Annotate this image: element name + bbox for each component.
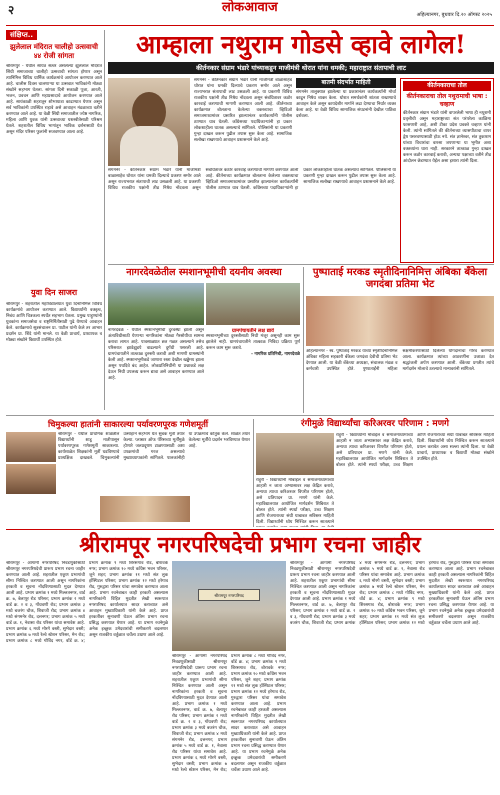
nagarparishad-sign: श्रीरामपूर नगरपरिषद [198, 589, 260, 601]
nagarparishad-photo [172, 561, 286, 651]
bottom-text-right: श्रीरामपूर - आगामी नगरपरिषद निवडणुकीसाठी श्रीरामपूर नगरपरिषदेची प्रारूप प्रभाग रचना जाहीर करण्यात आली आहे. शहरातील एकूण प्रभागांची सीमा निश्चित करण्यात आली असून नागरिकांना हरकती व सूचना नोंदविण्यासाठी मुदत देण्यात आली आहे. प्रभाग क्रमांक १ मध्ये मिल्लतनगर, वार्ड क्र. ७, बेलापूर रोड परिसर; प्रभाग क्रमांक २ मध्ये वार्ड क्र. २ व ३, गोंधवणी रोड; प्रभाग क्रमांक ३ मध्ये बजरंग चौक, शिवाजी रोड; प्रभाग क्रमांक ४ मध्ये संगमनेर रोड, दत्तनगर; प्रभाग क्रमांक ५ मध्ये वार्ड क्र. १, नेवासा रोड परिसर यांचा समावेश आहे. प्रभाग क्रमांक ६ मध्ये मोरगे वस्ती, सुभेदार वस्ती; प्रभाग क्रमांक ७ मध्ये रेल्वे स्टेशन परिसर, मेन रोड; प्रभाग क्रमांक ८ मध्ये गोविंद नगर, वॉर्ड क्र. ४; प्रभाग क्रमांक ९ मध्ये शिरसगाव रोड, बोरावके नगर; प्रभाग क्रमांक १० मध्ये काँग्रेस भवन परिसर, जुने शहर; प्रभाग क्रमांक ११ मध्ये संत लुक हॉस्पिटल परिसर; प्रभाग क्रमांक १२ मध्ये हरेगाव रोड, गुरुद्वारा परिसर यांचा समावेश करण्यात आला आहे. प्रभाग रचनेबाबत काही हरकती असल्यास नागरिकांनी विहित मुदतीत लेखी स्वरूपात नगरपरिषद कार्यालयात सादर कराव्यात असे आवाहन मुख्याधिकारी यांनी केले आहे. प्राप्त हरकतींवर सुनावणी घेऊन अंतिम प्रभाग रचना प्रसिद्ध करण्यात येणार आहे. या प्रभाग रचनेमुळे अनेक इच्छुक उमेदवारांची समीकरणे बदलणार असून राजकीय वर्तुळात चर्चेला उधाण आले आहे. [290, 561, 494, 626]
story5-text: राहुरी - विद्यार्थ्यांनी मोबाईल व समाजमाध्यमांच्या आहारी न जाता अभ्यासावर लक्ष केंद्रित करावे, अन्यथा त्याचा करिअरवर विपरीत परिणाम होतो, असे प्रतिपादन प्रा. मणगे यांनी केले. महाविद्यालयात आयोजित मार्गदर्शन शिबिरात ते बोलत होते. त्यांनी स्पर्धा परीक्षा, उच्च शिक्षण आणि रोजगाराच्या संधी याबाबत सविस्तर माहिती दिली. विद्यार्थ्यांनी ध्येय निश्चित करून सातत्याने प्रयत्न करावेत असा सल्ला त्यांनी दिला. या वेळी प्राचार्य, प्राध्यापक व विद्यार्थी मोठ्या संख्येने उपस्थित होते. [336, 433, 494, 468]
story2-text: नागरदेवळे - येथील स्मशानभूमीची दुरवस्था झाली असून अंत्यविधीसाठी येणाऱ्या नागरिकांना मोठ्या गैरसोयीचा सामना करावा लागत आहे. पावसाळ्यात छत गळत असल्याने तसेच परिसरात झाडेझुडपे वाढल्याने दुर्गंधी पसरली आहे. ग्रामपंचायतीने तात्काळ दुरुस्ती करावी अशी मागणी ग्रामस्थांनी केली आहे. स्मशानभूमीकडे जाणारा रस्ता देखील खड्डेमय झाला असून पथदिवे बंद आहेत. लोकप्रतिनिधींनी या प्रश्नाकडे लक्ष देऊन निधी उपलब्ध करून द्यावा असे आवाहन करण्यात आले आहे. [108, 328, 204, 381]
ganesh-photo-3 [100, 496, 190, 522]
dateline: अहिल्यानगर, बुधवार दि.२० ऑगस्ट २०२५ [416, 12, 492, 18]
kirtankar-photo [108, 78, 190, 166]
sankshipt-text-1: श्रीरामपुर - येथील सायंत्र सत्वर असलेल्या झुलेलाल मंदिरात सिंधी समाजाच्या चालीहो उत्सवाची सांगता होणार असून त्यानिमित्त विविध धार्मिक कार्यक्रमांचे आयोजन करण्यात आले आहे. चालीस दिवस चालणाऱ्या या उत्सवात भाविकांनी मोठ्या संख्येने सहभाग घेतला. सांगता दिनी सकाळी पूजा, आरती, भजन, प्रवचन आणि महाप्रसादाचे आयोजन करण्यात आले आहे. सायंकाळी शहरातून शोभायात्रा काढण्यात येणार असून सर्व भाविकांनी उपस्थित राहावे असे आवाहन मंडळाच्या वतीने करण्यात आले आहे. या वेळी सिंधी समाजातील ज्येष्ठ नागरिक, महिला आणि युवक यांनी उत्सवाच्या यशस्वीतेसाठी परिश्रम घेतले. शहरातील विविध भागांतून भाविक दर्शनासाठी येत असून मंदिर परिसर फुलांनी सजवण्यात आला आहे. [6, 64, 102, 135]
info-box-title: बातमी संदर्भात माहिती [296, 78, 396, 88]
page-header [6, 0, 494, 26]
sankshipt-text-2: श्रीरामपुर - शहरातील महाविद्यालयात युवा दिनानिमित्त विविध कार्यक्रमांचे आयोजन करण्यात आले. विद्यार्थ्यांनी वक्तृत्व, निबंध आणि चित्रकला स्पर्धेत सहभाग घेतला. प्रमुख पाहुण्यांनी युवकांना समाजसेवा व राष्ट्रनिर्मितीसाठी पुढे येण्याचे आवाहन केले. कार्यक्रमाचे सूत्रसंचालन प्रा. पाटील यांनी केले तर आभार प्रदर्शन प्रा. शिंदे यांनी मानले. या वेळी प्राचार्य, प्राध्यापक व मोठ्या संख्येने विद्यार्थी उपस्थित होते. [6, 302, 102, 343]
story3-headline: पुष्पाताई मरकड स्मृतीदिनानिमित्त अंबिका बँकेला जगदंबा प्रतिमा भेट [312, 267, 488, 290]
section-divider [6, 529, 494, 530]
column-divider [104, 30, 105, 410]
masthead: लोकआवाज [222, 0, 278, 15]
lead-subhead: कीर्तनकार संग्राम भंडारे यांच्याकडून माजीमंत्री थोरात यांना धमकी; महाराष्ट्रात संतापाची लाट [108, 62, 494, 74]
kirtan-sidebar-label: कीर्तनकाराचा तोल [403, 81, 491, 91]
sankshipt-label: संक्षिप्त.. [6, 30, 37, 40]
section-divider [108, 264, 494, 265]
story5-headline: रंगीमुळे विद्यार्थ्यांचा करिअरवर परिणाम : मणगे [300, 419, 450, 429]
sankshipt-headline-2: युवा दिन साजरा [30, 288, 78, 297]
column-divider [253, 419, 254, 527]
story2-headline: नागरदेवळेतील स्मशानभूमीची दयनीय अवस्था [126, 267, 282, 278]
story4-text: श्रीरामपुर - येथील प्राथमिक शाळेतील विद्यार्थ्यांनी शाडू मातीपासून पर्यावरणपूरक गणेशमूर्ती साकारल्या. कार्यशाळेत शिक्षकांनी मूर्ती घडविण्याचे प्रात्यक्षिक दाखवले. चिमुकल्यांनी उत्साहाने सहभाग घेत सुबक मूर्ती तयार केल्या. प्लास्टर ऑफ पॅरिसच्या मूर्तींमुळे होणारे जलप्रदूषण टाळण्यासाठी अशा उपक्रमांची गरज असल्याचे मुख्याध्यापकांनी सांगितले. पालकांनीही या उपक्रमाचे कौतुक केले. शाळेत तयार केलेल्या मूर्तींचे प्रदर्शन भरविण्यात येणार आहे. [58, 432, 250, 461]
story3-photo [306, 296, 494, 346]
info-box-text: संगमनेर तालुक्यात झालेल्या या प्रकारानंतर कार्यकर्त्यांनी मोर्चा काढून निषेध व्यक्त केला. थोरात समर्थकांनी शांतता राखण्याचे आवाहन केले असून कायदेशीर मार्गाने लढा देण्याचा निर्धार व्यक्त केला आहे. या वेळी विविध सामाजिक संघटनांनी देखील पाठिंबा दर्शवला. [296, 90, 396, 119]
section-divider [6, 415, 494, 416]
story2-quote-box [206, 328, 300, 412]
career-photo-1 [256, 433, 334, 475]
sankshipt-column [6, 30, 102, 410]
story4-headline: चिमुकल्या हातांनी साकारल्या पर्यावरणपूरक गणेशमूर्ती [48, 419, 208, 429]
sankshipt-headline-1: झुलेलाल मंदिरात चालीहो उत्सवाची ४४ रोजी सांगता [10, 43, 98, 60]
page-number: २ [8, 3, 15, 17]
ganesh-photo-1 [6, 432, 56, 462]
story5-text-continued: राहुरी - विद्यार्थ्यांनी मोबाईल व समाजमाध्यमांच्या आहारी न जाता अभ्यासावर लक्ष केंद्रित करावे, अन्यथा त्याचा करिअरवर विपरीत परिणाम होतो, असे प्रतिपादन प्रा. मणगे यांनी केले. महाविद्यालयात आयोजित मार्गदर्शन शिबिरात ते बोलत होते. त्यांनी स्पर्धा परीक्षा, उच्च शिक्षण आणि रोजगाराच्या संधी याबाबत सविस्तर माहिती दिली. विद्यार्थ्यांनी ध्येय निश्चित करून सातत्याने [256, 478, 334, 525]
cremation-photo-2 [206, 283, 300, 325]
ganesh-photo-2 [6, 464, 56, 494]
story2-quote-headline: ग्रामपंचायतीने लक्ष द्यावे [232, 328, 274, 334]
lead-text-continued: संगमनेर - कीर्तनकार संग्राम भंडारे यांनी माजीमंत्री बाळासाहेब थोरात यांना धमकी दिल्याचे प्रकरण समोर आले असून राज्यभरात संतापाची लाट उसळली आहे. या प्रकरणी विविध राजकीय पक्षांनी तीव्र निषेध नोंदवला असून संबंधितावर कठोर कारवाई करण्याची मागणी करण्यात आली आहे. कीर्तनाच्या कार्यक्रमात बोलताना केलेल्या वक्तव्याचा व्हिडिओ समाजमाध्यमांवर प्रसारित झाल्यानंतर कार्यकर्त्यांनी पोलीस ठाण्यात धाव घेतली. काँग्रेसच्या पदाधिकाऱ्यांनी हा प्रकार लोकशाहीला घातक असल्याचे सांगितले. पोलिसांनी या प्रकरणी गुन्हा दाखल करून पुढील तपास सुरू केला आहे. सामाजिक सलोखा राखण्याचे आवाहन प्रशासनाने केले आहे. [108, 168, 396, 191]
bottom-headline: श्रीरामपूर नगरपरिषदेची प्रभाग रचना जाहीर [79, 532, 421, 558]
kirtan-sidebar-text: कीर्तनकार संग्राम भंडारे यांनी वापरलेली भाषा ही नथुरामी प्रवृत्तीची असून महाराष्ट्राच्या संत परंपरेला काळिमा फासणारी आहे, अशी टीका प्रदेश प्रवक्ते चव्हाण यांनी केली. त्यांनी सांगितले की कीर्तनाच्या व्यासपीठाचा वापर द्वेष पसरवण्यासाठी होऊ नये. संत ज्ञानेश्वर, संत तुकाराम यांच्या विचारांचा वारसा जपणाऱ्या या भूमीत अशा वक्तव्यांना थारा नाही. सरकारने तात्काळ गुन्हा दाखल करून कठोर कारवाई करावी, अन्यथा पक्षाच्या वतीने तीव्र आंदोलन छेडण्यात येईल असा इशारा त्यांनी दिला. [403, 111, 491, 164]
cremation-photo-1 [108, 283, 204, 325]
column-divider [303, 267, 304, 413]
lead-text: संगमनेर - कीर्तनकार संग्राम भंडारे यांनी माजीमंत्री बाळासाहेब थोरात यांना धमकी दिल्याचे प्रकरण समोर आले असून राज्यभरात संतापाची लाट उसळली आहे. या प्रकरणी विविध राजकीय पक्षांनी तीव्र निषेध नोंदवला असून संबंधितावर कठोर कारवाई करण्याची मागणी करण्यात आली आहे. कीर्तनाच्या कार्यक्रमात बोलताना केलेल्या वक्तव्याचा व्हिडिओ समाजमाध्यमांवर प्रसारित झाल्यानंतर कार्यकर्त्यांनी पोलीस ठाण्यात धाव घेतली. काँग्रेसच्या पदाधिकाऱ्यांनी हा प्रकार लोकशाहीला घातक असल्याचे सांगितले. पोलिसांनी या प्रकरणी गुन्हा दाखल करून पुढील तपास सुरू केला आहे. सामाजिक सलोखा राखण्याचे आवाहन प्रशासनाने केले आहे. [194, 78, 292, 143]
lead-headline: आम्हाला नथुराम गोडसे व्हावे लागेल! [136, 30, 466, 59]
kirtan-sidebar [400, 78, 494, 263]
bottom-text-left: श्रीरामपूर - आगामी नगरपरिषद निवडणुकीसाठी श्रीरामपूर नगरपरिषदेची प्रारूप प्रभाग रचना जाहीर करण्यात आली आहे. शहरातील एकूण प्रभागांची सीमा निश्चित करण्यात आली असून नागरिकांना हरकती व सूचना नोंदविण्यासाठी मुदत देण्यात आली आहे. प्रभाग क्रमांक १ मध्ये मिल्लतनगर, वार्ड क्र. ७, बेलापूर रोड परिसर; प्रभाग क्रमांक २ मध्ये वार्ड क्र. २ व ३, गोंधवणी रोड; प्रभाग क्रमांक ३ मध्ये बजरंग चौक, शिवाजी रोड; प्रभाग क्रमांक ४ मध्ये संगमनेर रोड, दत्तनगर; प्रभाग क्रमांक ५ मध्ये वार्ड क्र. १, नेवासा रोड परिसर यांचा समावेश आहे. प्रभाग क्रमांक ६ मध्ये मोरगे वस्ती, सुभेदार वस्ती; प्रभाग क्रमांक ७ मध्ये रेल्वे स्टेशन परिसर, मेन रोड; प्रभाग क्रमांक ८ मध्ये गोविंद नगर, वॉर्ड क्र. ४; प्रभाग क्रमांक ९ मध्ये शिरसगाव रोड, बोरावके नगर; प्रभाग क्रमांक १० मध्ये काँग्रेस भवन परिसर, जुने शहर; प्रभाग क्रमांक ११ मध्ये संत लुक हॉस्पिटल परिसर; प्रभाग क्रमांक १२ मध्ये हरेगाव रोड, गुरुद्वारा परिसर यांचा समावेश करण्यात आला आहे. प्रभाग रचनेबाबत काही हरकती असल्यास नागरिकांनी विहित मुदतीत लेखी स्वरूपात नगरपरिषद कार्यालयात सादर कराव्यात असे आवाहन मुख्याधिकारी यांनी केले आहे. प्राप्त हरकतींवर सुनावणी घेऊन अंतिम प्रभाग रचना प्रसिद्ध करण्यात येणार आहे. या प्रभाग रचनेमुळे अनेक इच्छुक उमेदवारांची समीकरणे बदलणार असून राजकीय वर्तुळात चर्चेला उधाण आले आहे. [6, 561, 168, 644]
kirtan-sidebar-headline: कीर्तनकाराचा तोल नथुरामाची भाषा : चव्हाण [406, 93, 488, 108]
bottom-text-middle: श्रीरामपूर - आगामी नगरपरिषद निवडणुकीसाठी श्रीरामपूर नगरपरिषदेची प्रारूप प्रभाग रचना जाहीर करण्यात आली आहे. शहरातील एकूण प्रभागांची सीमा निश्चित करण्यात आली असून नागरिकांना हरकती व सूचना नोंदविण्यासाठी मुदत देण्यात आली आहे. प्रभाग क्रमांक १ मध्ये मिल्लतनगर, वार्ड क्र. ७, बेलापूर रोड परिसर; प्रभाग क्रमांक २ मध्ये वार्ड क्र. २ व ३, गोंधवणी रोड; प्रभाग क्रमांक ३ मध्ये बजरंग चौक, शिवाजी रोड; प्रभाग क्रमांक ४ मध्ये संगमनेर रोड, दत्तनगर; प्रभाग क्रमांक ५ मध्ये वार्ड क्र. १, नेवासा रोड परिसर यांचा समावेश आहे. प्रभाग क्रमांक ६ मध्ये मोरगे वस्ती, सुभेदार वस्ती; प्रभाग क्रमांक ७ मध्ये रेल्वे स्टेशन परिसर, मेन रोड; प्रभाग क्रमांक ८ मध्ये गोविंद नगर, वॉर्ड क्र. ४; प्रभाग क्रमांक ९ मध्ये शिरसगाव रोड, बोरावके नगर; प्रभाग क्रमांक १० मध्ये काँग्रेस भवन परिसर, जुने शहर; प्रभाग क्रमांक ११ मध्ये संत लुक हॉस्पिटल परिसर; प्रभाग क्रमांक १२ मध्ये हरेगाव रोड, गुरुद्वारा परिसर यांचा समावेश करण्यात आला आहे. प्रभाग रचनेबाबत काही हरकती असल्यास नागरिकांनी विहित मुदतीत लेखी स्वरूपात नगरपरिषद कार्यालयात सादर कराव्यात असे आवाहन मुख्याधिकारी यांनी केले आहे. प्राप्त हरकतींवर सुनावणी घेऊन अंतिम प्रभाग रचना प्रसिद्ध करण्यात येणार आहे. या प्रभाग रचनेमुळे अनेक इच्छुक उमेदवारांची समीकरणे बदलणार असून राजकीय वर्तुळात चर्चेला उधाण आले आहे. [172, 654, 286, 773]
story2-quote-byline: - नागरिक प्रतिनिधी, नागरदेवळे [251, 352, 300, 357]
story2-quote-text: स्मशानभूमीच्या दुरुस्तीसाठी निधी मंजूर असूनही काम सुरू झालेले नाही. ग्रामपंचायतीने तात्काळ निविदा प्रक्रिया पूर्ण करून काम सुरू करावे. [206, 334, 300, 351]
lead-info-box [296, 78, 396, 166]
story3-text: अहिल्यानगर - स्व. पुष्पाताई मरकड यांच्या स्मृतीदिनानिमित्त अंबिका महिला सहकारी बँकेला जगदंबा देवीची प्रतिमा भेट देण्यात आली. या वेळी बँकेच्या अध्यक्षा, संचालक मंडळ व कर्मचारी उपस्थित होते. पुष्पाताईंनी महिला सक्षमीकरणासाठी दिलेल्या योगदानाचा गौरव करण्यात आला. कार्यक्रमात त्यांच्या आठवणींना उजाळा देत श्रद्धांजली अर्पण करण्यात आली. बँकेच्या प्रगतीत त्यांचे मार्गदर्शन मोलाचे ठरल्याचे मान्यवरांनी सांगितले. [306, 349, 494, 372]
